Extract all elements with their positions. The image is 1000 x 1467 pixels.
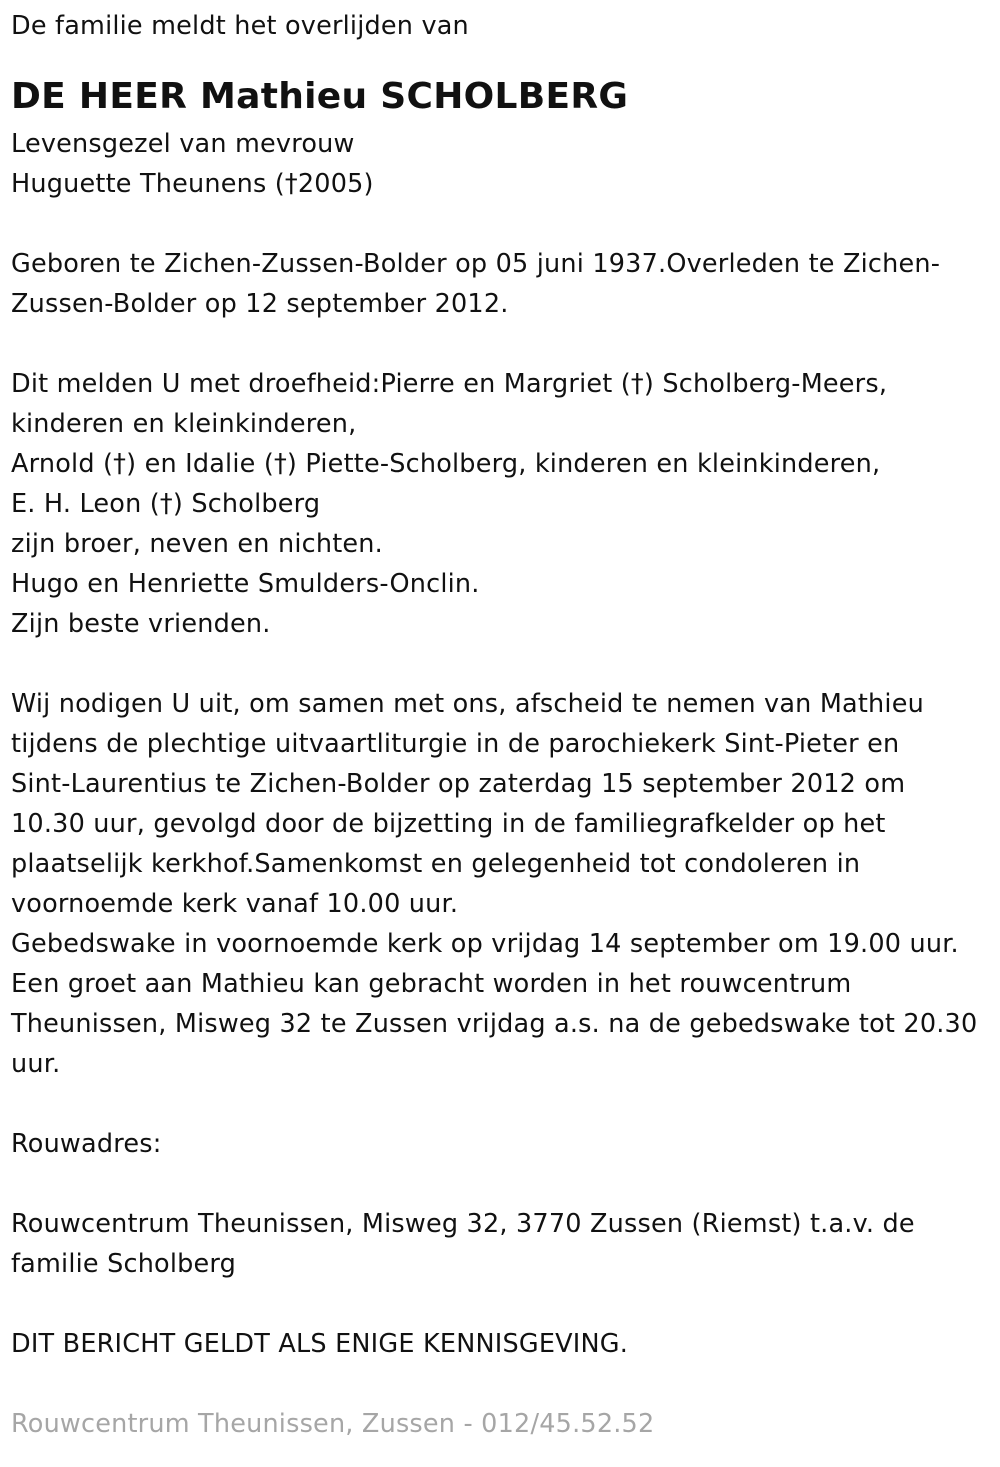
- ceremony-line: 10.30 uur, gevolgd door de bijzetting in de familiegrafkelder op het: [11, 809, 886, 839]
- address-line-2: familie Scholberg: [11, 1249, 237, 1279]
- intro-text: De familie meldt het overlijden van: [11, 11, 469, 41]
- spacer: [11, 1284, 988, 1324]
- ceremony-line: tijdens de plechtige uitvaartliturgie in de parochiekerk Sint-Pieter en: [11, 729, 900, 759]
- family-line: E. H. Leon (†) Scholberg: [11, 489, 321, 519]
- spacer: [11, 644, 988, 684]
- family-line: Arnold (†) en Idalie (†) Piette-Scholberg, kinderen en kleinkinderen,: [11, 449, 881, 479]
- family-line: kinderen en kleinkinderen,: [11, 409, 357, 439]
- birth-death-line-2: Zussen-Bolder op 12 september 2012.: [11, 289, 509, 319]
- ceremony-line: uur.: [11, 1049, 61, 1079]
- family-line: zijn broer, neven en nichten.: [11, 529, 383, 559]
- spacer: [11, 204, 988, 244]
- spacer: [11, 1364, 988, 1404]
- ceremony-line: Sint-Laurentius te Zichen-Bolder op zaterdag 15 september 2012 om: [11, 769, 906, 799]
- address-line-1: Rouwcentrum Theunissen, Misweg 32, 3770 Zussen (Riemst) t.a.v. de: [11, 1209, 915, 1239]
- address-label: Rouwadres:: [11, 1129, 162, 1159]
- ceremony-details: [11, 684, 988, 1084]
- birth-death-line-1: Geboren te Zichen-Zussen-Bolder op 05 juni 1937.Overleden te Zichen-: [11, 249, 941, 279]
- ceremony-line: Wij nodigen U uit, om samen met ons, afscheid te nemen van Mathieu: [11, 689, 924, 719]
- footer-contact: Rouwcentrum Theunissen, Zussen - 012/45.52.52: [11, 1409, 655, 1439]
- spacer: [11, 1164, 988, 1204]
- ceremony-line: Een groet aan Mathieu kan gebracht worden in het rouwcentrum: [11, 969, 852, 999]
- official-notice: DIT BERICHT GELDT ALS ENIGE KENNISGEVING.: [11, 1329, 629, 1359]
- ceremony-line: Theunissen, Misweg 32 te Zussen vrijdag a.s. na de gebedswake tot 20.30: [11, 1009, 978, 1039]
- family-list: [11, 364, 988, 644]
- ceremony-line: plaatselijk kerkhof.Samenkomst en gelegenheid tot condoleren in: [11, 849, 861, 879]
- partner-line-1: Levensgezel van mevrouw: [11, 129, 355, 159]
- ceremony-line: Gebedswake in voornoemde kerk op vrijdag 14 september om 19.00 uur.: [11, 929, 959, 959]
- spacer: [11, 324, 988, 364]
- family-line: Dit melden U met droefheid:Pierre en Margriet (†) Scholberg-Meers,: [11, 369, 888, 399]
- spacer: [11, 1084, 988, 1124]
- family-line: Zijn beste vrienden.: [11, 609, 271, 639]
- ceremony-line: voornoemde kerk vanaf 10.00 uur.: [11, 889, 459, 919]
- deceased-name: DE HEER Mathieu SCHOLBERG: [11, 76, 629, 117]
- partner-line-2: Huguette Theunens (†2005): [11, 169, 374, 199]
- family-line: Hugo en Henriette Smulders-Onclin.: [11, 569, 480, 599]
